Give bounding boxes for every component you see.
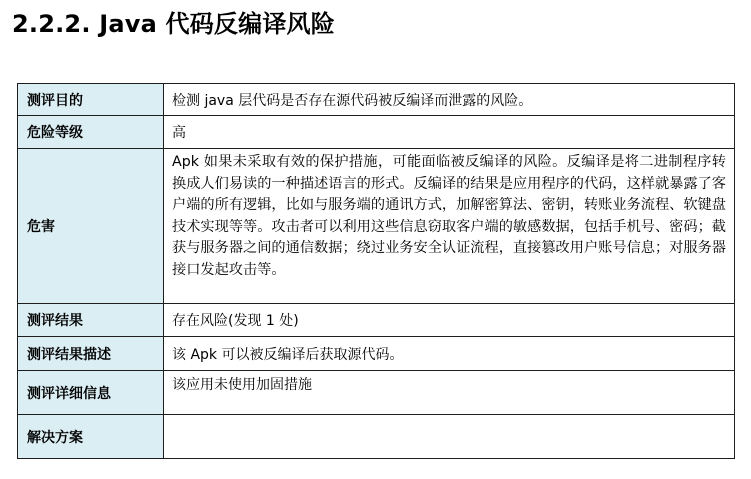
row-value-details: 该应用未使用加固措施 xyxy=(164,371,735,415)
table-row-purpose xyxy=(18,84,735,116)
row-label-result: 测评结果 xyxy=(18,304,164,337)
table-row-harm xyxy=(18,149,735,304)
section-title: 2.2.2. Java 代码反编译风险 xyxy=(12,10,335,38)
row-label-risk-level: 危险等级 xyxy=(18,116,164,149)
harm-description: Apk 如果未采取有效的保护措施，可能面临被反编译的风险。反编译是将二进制程序转换成人们易读的一种描述语言的形式。反编译的结果是应用程序的代码，这样就暴露了客户端的所有逻辑，比如与服务端的通讯方式，加解密算法、密钥，转账业务流程、软键盘技术实现等等。攻击者可以利用这些信息窃取客户端的敏感数据，包括手机号、密码；截获与服务器之间的通信数据；绕过业务安全认证流程，直接篡改用户账号信息；对服务器接口发起攻击等。 xyxy=(172,154,726,278)
row-label-purpose: 测评目的 xyxy=(18,84,164,116)
table-row-risk-level xyxy=(18,116,735,149)
table-row-result xyxy=(18,304,735,337)
table-row-result-description xyxy=(18,337,735,371)
row-value-risk-level: 高 xyxy=(164,116,735,149)
row-label-result-description: 测评结果描述 xyxy=(18,337,164,371)
row-value-result-description: 该 Apk 可以被反编译后获取源代码。 xyxy=(164,337,735,371)
table-row-details xyxy=(18,371,735,415)
row-label-details: 测评详细信息 xyxy=(18,371,164,415)
row-label-harm: 危害 xyxy=(18,149,164,304)
row-label-solution: 解决方案 xyxy=(18,415,164,459)
table-row-solution xyxy=(18,415,735,459)
row-value-result: 存在风险(发现 1 处) xyxy=(164,304,735,337)
row-value-purpose: 检测 java 层代码是否存在源代码被反编译而泄露的风险。 xyxy=(164,84,735,116)
row-value-harm xyxy=(164,149,735,304)
risk-report-table xyxy=(17,83,735,459)
row-value-solution xyxy=(164,415,735,459)
